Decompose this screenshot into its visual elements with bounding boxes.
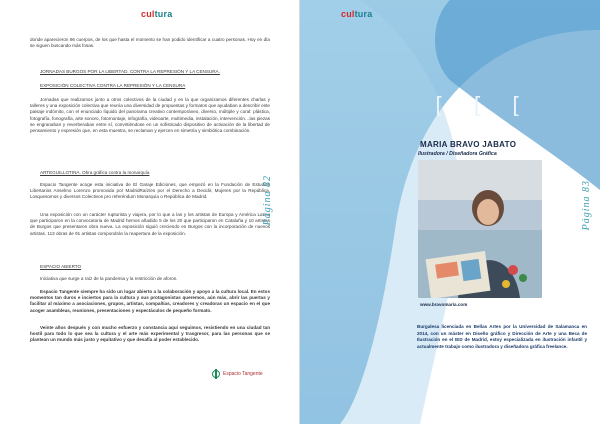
section-heading-arteguillotina: ARTEGUILLOTINA. Obra gráfica contra la monarquía	[40, 170, 150, 175]
paragraph-jornadas: Jornadas que realizamos junto a otros colectivos de la ciudad y en la que organizamos diferentes charlas y talleres y una exposición colectiva que reunía una diversidad de propuestas y formatos que ayudaban a describir este paisaje indómito, con el enunciado líquido del panorama creativo contemporáneo, diverso, múltiple y coral: plástica, fotografía, fonografía, arte sonoro, fotomontaje, infografía, videoarte, multimedia, instalación, intervención…las piezas se engranaban y reverberaban entre sí, convirtiéndose en un sofisticado dispositivo de activación de la libertad de pensamiento y expresión que, en esta muestra, se reclaman y ejercen en simetría y simbiótica combinación.	[30, 97, 270, 134]
section-heading-exposicion: EXPOSICIÓN COLECTIVA CONTRA LA REPRESIÓN Y LA CENSURA	[40, 83, 186, 88]
espacio-tangente-logo: Espacio Tangente	[212, 370, 263, 378]
paragraph-pandemia: Iniciativa que surge a raíz de la pandemia y la restricción de aforos.	[40, 276, 178, 281]
artist-photo-image	[418, 160, 542, 298]
artist-role: Ilustradora / Diseñadora Gráfica	[418, 151, 497, 157]
artist-photo	[418, 160, 542, 298]
artist-name: MARIA BRAVO JABATO	[420, 140, 517, 149]
paragraph-espacio-tangente: Espacio Tangente siempre ha sido un lugar abierto a la colaboración y apoyo a la cultura local. En estos momentos tan duros e inciertos para la cultura y sus protagonistas queremos, aún más, abrir las puertas y facilitar al máximo a asociaciones, grupos, artistas, compañías, creadores y creadoras un espacio en el que acoger asambleas, reuniones, presentaciones y espectáculos de pequeño formato.	[30, 289, 270, 313]
right-page	[300, 0, 600, 424]
artist-bio: Burgalesa licenciada en Bellas Artes por la Universidad de Salamanca en 2014, con un máster en Diseño gráfico y Dirección de Arte y una Beca de Ilustración en el IED de Madrid, estoy especializada en ilustración infantil y actualmente trabajo como ilustradora y diseñadora gráfica freelance.	[417, 324, 587, 349]
section-heading-espacio-abierto: ESPACIO ABIERTO	[40, 264, 82, 269]
paragraph-veinte-anos: Veinte años después y con mucho esfuerzo y constancia aquí seguimos, resistiendo en una ciudad tan hostil para todo lo que sea la cultura y el arte más experimental y trasgresor, para las personas que se plantean un mundo más justo y equitativo y que desafía al poder establecido.	[30, 325, 270, 343]
intro-paragraph: donde aparecieron 96 cuerpos, de los que hasta el momento se han podido identificar a cuatro personas. Hoy en día se siguen buscando más fosas.	[30, 37, 270, 49]
page-number-right: Página 83	[581, 180, 592, 231]
cultura-logo: cultura	[141, 9, 173, 19]
paragraph-exposicion-rupturista: Una exposición con un carácter rupturista y viajera, por lo que a las y los artistas de Europa y América Latina que participaron en la convocatoria de Madrid hemos añadido 5 de los 20 que participaron en Cataluña y 10 artistas de Burgos que presentaron obra nueva. La exposición siguió creciendo en Burgos con la incorporación de nuevos artistas. 113 obras de 91 artistas compondrán la reapertura de la exposición.	[30, 212, 270, 236]
artist-website: www.bravomaría.com	[420, 302, 468, 307]
cultura-logo-right: cultura	[341, 9, 373, 19]
decorative-brackets: [ [ [	[432, 94, 529, 119]
page-number-left: Página 82	[262, 175, 273, 226]
section-heading-jornadas: JORNADAS BURGOS POR LA LIBERTAD. CONTRA LA REPRESIÓN Y LA CENSURA.	[40, 69, 220, 74]
paragraph-arteguillotina: Espacio Tangente acoge esta iniciativa de El Garaje Ediciones, que empezó en la Fundación de Estudios Libertarios Anselmo Lorenzo promovida por MadridRaíz/es por el Derecho a Decidir, Mujeres por la República, Losquesomos y diversos Colectivos pro referéndum Monarquía o República de Madrid.	[30, 182, 270, 200]
tangente-mark-icon	[212, 370, 220, 378]
